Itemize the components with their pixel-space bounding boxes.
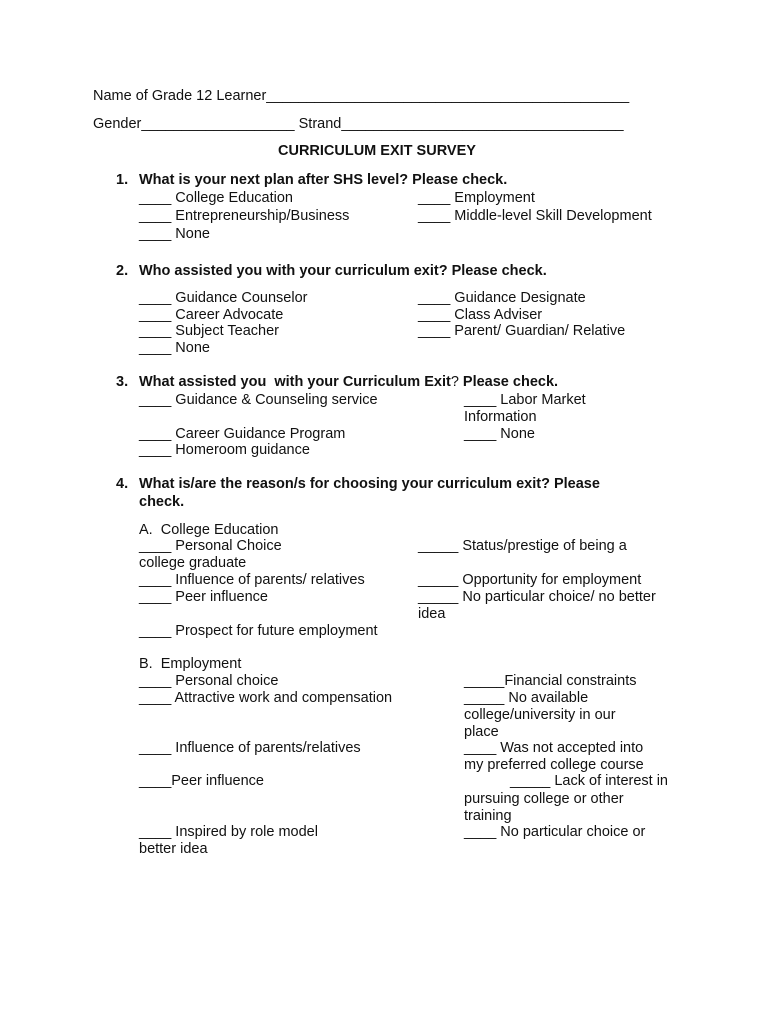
q3-text-part-b: ? [450, 374, 459, 390]
q2-option-none[interactable]: ____ None [139, 340, 210, 356]
q3-option-homeroom[interactable]: ____ Homeroom guidance [139, 442, 310, 458]
q1-option-none[interactable]: ____ None [139, 226, 210, 242]
question-1-number: 1. [116, 172, 129, 188]
b-option-no-available-college-cont1: college/university in our [464, 707, 616, 723]
b-option-no-available-college-cont2: place [464, 724, 499, 740]
q2-option-guidance-counselor[interactable]: ____ Guidance Counselor [139, 290, 308, 306]
q2-option-class-adviser[interactable]: ____ Class Adviser [418, 307, 543, 323]
b-option-no-particular-choice-cont: better idea [139, 841, 208, 857]
q3-option-none[interactable]: ____ None [464, 426, 535, 442]
section-b-heading: B. Employment [139, 656, 242, 672]
a-option-personal-choice[interactable]: ____ Personal Choice [139, 538, 282, 554]
a-option-no-particular-choice-cont: idea [418, 606, 446, 622]
q3-option-guidance-counseling[interactable]: ____ Guidance & Counseling service [139, 392, 378, 408]
section-a-heading: A. College Education [139, 522, 279, 538]
question-2-text: Who assisted you with your curriculum exit? Please check. [139, 263, 547, 279]
b-option-personal-choice[interactable]: ____ Personal choice [139, 673, 279, 689]
b-option-influence-parents[interactable]: ____ Influence of parents/relatives [139, 740, 361, 756]
q3-text-part-a: What assisted you with your Curriculum Exit [139, 374, 451, 390]
q1-option-college-education[interactable]: ____ College Education [139, 190, 293, 206]
question-3-number: 3. [116, 374, 129, 390]
learner-name-field[interactable]: Name of Grade 12 Learner_____________________________________________ [93, 88, 630, 104]
page-title: CURRICULUM EXIT SURVEY [278, 143, 476, 159]
q1-option-employment[interactable]: ____ Employment [418, 190, 535, 206]
q1-option-middle-level-skill[interactable]: ____ Middle-level Skill Development [418, 208, 652, 224]
a-option-peer-influence[interactable]: ____ Peer influence [139, 589, 268, 605]
a-option-status-prestige[interactable]: _____ Status/prestige of being a [418, 538, 627, 554]
a-option-no-particular-choice[interactable]: _____ No particular choice/ no better [418, 589, 656, 605]
question-4-number: 4. [116, 476, 129, 492]
b-option-financial-constraints[interactable]: _____Financial constraints [464, 673, 637, 689]
q2-option-career-advocate[interactable]: ____ Career Advocate [139, 307, 284, 323]
b-option-no-particular-choice[interactable]: ____ No particular choice or [464, 824, 646, 840]
q1-option-entrepreneurship[interactable]: ____ Entrepreneurship/Business [139, 208, 350, 224]
a-option-status-prestige-cont: college graduate [139, 555, 247, 571]
b-option-role-model[interactable]: ____ Inspired by role model [139, 824, 318, 840]
b-option-lack-of-interest-cont1: pursuing college or other [464, 791, 624, 807]
question-2-number: 2. [116, 263, 129, 279]
b-option-no-available-college[interactable]: _____ No available [464, 690, 589, 706]
question-4-text-line1: What is/are the reason/s for choosing your curriculum exit? Please [139, 476, 600, 492]
b-option-not-accepted[interactable]: ____ Was not accepted into [464, 740, 644, 756]
q3-option-career-guidance[interactable]: ____ Career Guidance Program [139, 426, 346, 442]
q2-option-guidance-designate[interactable]: ____ Guidance Designate [418, 290, 586, 306]
q3-option-labor-market[interactable]: ____ Labor Market [464, 392, 586, 408]
gender-strand-field[interactable]: Gender___________________ Strand___________________________________ [93, 116, 624, 132]
a-option-prospect-employment[interactable]: ____ Prospect for future employment [139, 623, 378, 639]
a-option-opportunity-employment[interactable]: _____ Opportunity for employment [418, 572, 642, 588]
b-option-not-accepted-cont: my preferred college course [464, 757, 644, 773]
b-option-peer-influence[interactable]: ____Peer influence [139, 773, 264, 789]
question-4-text-line2: check. [139, 494, 185, 510]
q2-option-subject-teacher[interactable]: ____ Subject Teacher [139, 323, 280, 339]
q3-option-labor-market-cont: Information [464, 409, 537, 425]
q2-option-parent-guardian[interactable]: ____ Parent/ Guardian/ Relative [418, 323, 626, 339]
b-option-attractive-work[interactable]: ____ Attractive work and compensation [139, 690, 393, 706]
question-1-text: What is your next plan after SHS level? Please check. [139, 172, 508, 188]
q3-text-part-c: Please check. [458, 374, 559, 390]
a-option-influence-parents[interactable]: ____ Influence of parents/ relatives [139, 572, 365, 588]
b-option-lack-of-interest-cont2: training [464, 808, 512, 824]
question-3-text [139, 374, 558, 391]
b-option-lack-of-interest[interactable]: _____ Lack of interest in [510, 773, 668, 789]
